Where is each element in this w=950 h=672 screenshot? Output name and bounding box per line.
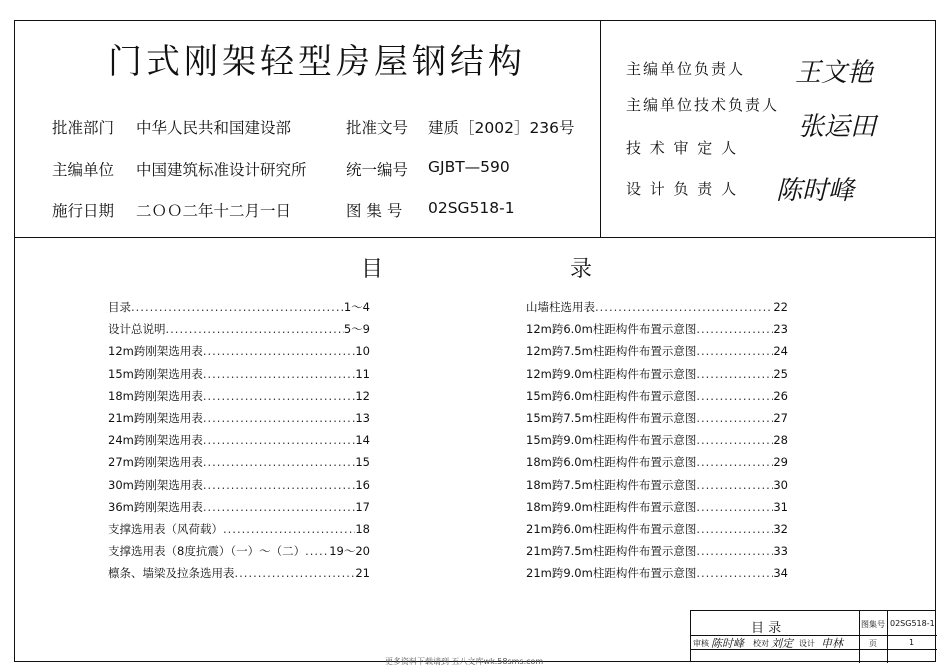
toc-item	[108, 562, 370, 584]
toc-item-page: 16	[355, 477, 370, 492]
meta-value: 二ＯＯ二年十二月一日	[136, 202, 292, 220]
toc-item-page: 10	[355, 344, 370, 359]
header-divider	[14, 237, 936, 238]
title-block-check-label: 校对	[753, 639, 769, 648]
toc-item	[108, 496, 370, 518]
toc-item-page: 33	[773, 544, 788, 559]
toc-item	[526, 474, 788, 496]
title-block	[690, 610, 936, 662]
meta-value: 02SG518-1	[428, 199, 515, 217]
toc-item	[526, 363, 788, 385]
toc-item	[108, 318, 370, 340]
toc-item-page: 31	[773, 499, 788, 514]
toc-item-page: 23	[773, 322, 788, 337]
toc-item-page: 19～20	[329, 544, 370, 559]
toc-leader-dots	[696, 407, 773, 429]
toc-item	[108, 340, 370, 362]
toc-item-page: 29	[773, 455, 788, 470]
atlas-title: 门式刚架轻型房屋钢结构	[108, 42, 526, 82]
signature: 张运田	[798, 112, 877, 142]
header-vertical-divider	[600, 20, 601, 237]
meta-label: 图 集 号	[346, 202, 403, 220]
toc-item-title: 山墙柱选用表	[526, 300, 595, 314]
toc-item	[108, 296, 370, 318]
title-block-atlas-label: 图集号	[861, 620, 885, 629]
toc-heading-right: 录	[570, 257, 593, 282]
toc-leader-dots	[696, 562, 773, 584]
toc-item-page: 27	[773, 410, 788, 425]
toc-leader-dots	[696, 363, 773, 385]
title-block-design-sig: 申林	[821, 637, 843, 650]
toc-leader-dots	[203, 385, 356, 407]
title-block-design-label: 设计	[799, 639, 815, 648]
title-block-name: 目 录	[751, 621, 782, 636]
toc-item-title: 15m跨7.5m柱距构件布置示意图	[526, 410, 697, 425]
signature: 陈时峰	[776, 176, 855, 206]
toc-leader-dots	[235, 562, 356, 584]
toc-item-page: 13	[355, 410, 370, 425]
responsible-role: 技 术 审 定 人	[626, 139, 739, 157]
toc-heading-left: 目	[361, 257, 384, 282]
toc-item-title: 18m跨9.0m柱距构件布置示意图	[526, 499, 697, 514]
meta-label: 主编单位	[52, 161, 115, 179]
toc-left-column	[108, 296, 370, 584]
toc-item-page: 32	[773, 521, 788, 536]
toc-item-page: 11	[355, 366, 370, 381]
toc-item	[526, 429, 788, 451]
meta-value: 建质［2002］236号	[428, 119, 575, 137]
toc-leader-dots	[696, 496, 773, 518]
toc-leader-dots	[166, 318, 344, 340]
toc-item-title: 支撑选用表（8度抗震）（一）～（二）	[108, 544, 306, 559]
toc-item-title: 36m跨刚架选用表	[108, 499, 203, 514]
toc-item-page: 30	[773, 477, 788, 492]
toc-item	[526, 318, 788, 340]
toc-item	[526, 296, 788, 318]
toc-leader-dots	[696, 474, 773, 496]
toc-item	[108, 540, 370, 562]
toc-item-title: 目录	[108, 300, 131, 314]
meta-label: 批准部门	[52, 119, 115, 137]
toc-item	[526, 340, 788, 362]
toc-item-title: 27m跨刚架选用表	[108, 455, 203, 470]
toc-leader-dots	[305, 540, 329, 562]
toc-item-title: 30m跨刚架选用表	[108, 477, 203, 492]
toc-item-page: 24	[773, 344, 788, 359]
toc-item-title: 21m跨7.5m柱距构件布置示意图	[526, 544, 697, 559]
toc-item	[526, 407, 788, 429]
toc-item-title: 18m跨6.0m柱距构件布置示意图	[526, 455, 697, 470]
responsible-role: 设 计 负 责 人	[626, 180, 739, 198]
toc-leader-dots	[203, 340, 356, 362]
meta-value: 中国建筑标准设计研究所	[136, 161, 307, 179]
toc-item	[108, 407, 370, 429]
title-block-check-sig: 刘定	[771, 637, 793, 650]
toc-leader-dots	[696, 540, 773, 562]
toc-leader-dots	[595, 296, 773, 318]
meta-label: 统一编号	[346, 161, 409, 179]
toc-item	[108, 518, 370, 540]
toc-item-title: 12m跨6.0m柱距构件布置示意图	[526, 322, 697, 337]
toc-leader-dots	[203, 429, 356, 451]
meta-value: GJBT—590	[428, 158, 510, 176]
toc-item-page: 25	[773, 366, 788, 381]
toc-item	[526, 496, 788, 518]
footer-note: 更多资料下载请到 五八文库wk.58sms.com	[385, 657, 544, 666]
toc-leader-dots	[203, 407, 356, 429]
toc-item	[108, 385, 370, 407]
toc-item-title: 24m跨刚架选用表	[108, 433, 203, 448]
title-block-atlas-no: 02SG518-1	[890, 619, 935, 628]
toc-item	[526, 540, 788, 562]
toc-leader-dots	[203, 474, 356, 496]
toc-leader-dots	[203, 363, 356, 385]
meta-label: 施行日期	[52, 202, 115, 220]
toc-item-title: 21m跨刚架选用表	[108, 410, 203, 425]
signature: 王文艳	[795, 58, 874, 88]
toc-item	[526, 451, 788, 473]
toc-item-title: 15m跨刚架选用表	[108, 366, 203, 381]
toc-leader-dots	[696, 385, 773, 407]
toc-item-title: 21m跨9.0m柱距构件布置示意图	[526, 566, 697, 581]
title-block-page-no: 1	[909, 638, 915, 647]
title-block-review-sig: 陈时峰	[711, 637, 744, 650]
title-block-page-label: 页	[869, 639, 877, 648]
title-block-review-label: 审核	[693, 639, 709, 648]
toc-item	[526, 562, 788, 584]
toc-item-title: 12m跨7.5m柱距构件布置示意图	[526, 344, 697, 359]
toc-item-page: 26	[773, 388, 788, 403]
toc-item-page: 22	[773, 300, 788, 314]
meta-value: 中华人民共和国建设部	[136, 119, 292, 137]
toc-leader-dots	[223, 518, 355, 540]
toc-item	[526, 518, 788, 540]
toc-leader-dots	[696, 518, 773, 540]
toc-item-page: 5～9	[343, 322, 370, 337]
toc-item-page: 14	[355, 433, 370, 448]
responsible-role: 主编单位负责人	[626, 60, 746, 78]
toc-leader-dots	[696, 429, 773, 451]
toc-item	[108, 429, 370, 451]
toc-item-page: 12	[355, 388, 370, 403]
toc-item	[108, 451, 370, 473]
toc-item-title: 12m跨刚架选用表	[108, 344, 203, 359]
toc-leader-dots	[131, 296, 344, 318]
toc-item-page: 18	[355, 521, 370, 536]
toc-leader-dots	[696, 340, 773, 362]
toc-item-page: 28	[773, 433, 788, 448]
meta-label: 批准文号	[346, 119, 409, 137]
toc-item-page: 15	[355, 455, 370, 470]
toc-leader-dots	[696, 451, 773, 473]
toc-item	[108, 363, 370, 385]
toc-item-title: 18m跨刚架选用表	[108, 388, 203, 403]
toc-item-title: 18m跨7.5m柱距构件布置示意图	[526, 477, 697, 492]
toc-leader-dots	[203, 451, 356, 473]
toc-item-page: 21	[355, 566, 370, 581]
toc-item-title: 支撑选用表（风荷载）	[108, 521, 223, 536]
toc-leader-dots	[203, 496, 356, 518]
toc-item	[108, 474, 370, 496]
toc-item-page: 17	[355, 499, 370, 514]
toc-item-title: 檩条、墙梁及拉条选用表	[108, 566, 235, 581]
toc-right-column	[526, 296, 788, 584]
toc-item-title: 12m跨9.0m柱距构件布置示意图	[526, 366, 697, 381]
toc-item-title: 15m跨9.0m柱距构件布置示意图	[526, 433, 697, 448]
toc-item-page: 34	[773, 566, 788, 581]
toc-leader-dots	[696, 318, 773, 340]
toc-item-title: 21m跨6.0m柱距构件布置示意图	[526, 521, 697, 536]
responsible-role: 主编单位技术负责人	[626, 96, 780, 114]
toc-item-page: 1～4	[343, 300, 370, 314]
toc-item	[526, 385, 788, 407]
toc-item-title: 设计总说明	[108, 322, 166, 337]
toc-item-title: 15m跨6.0m柱距构件布置示意图	[526, 388, 697, 403]
